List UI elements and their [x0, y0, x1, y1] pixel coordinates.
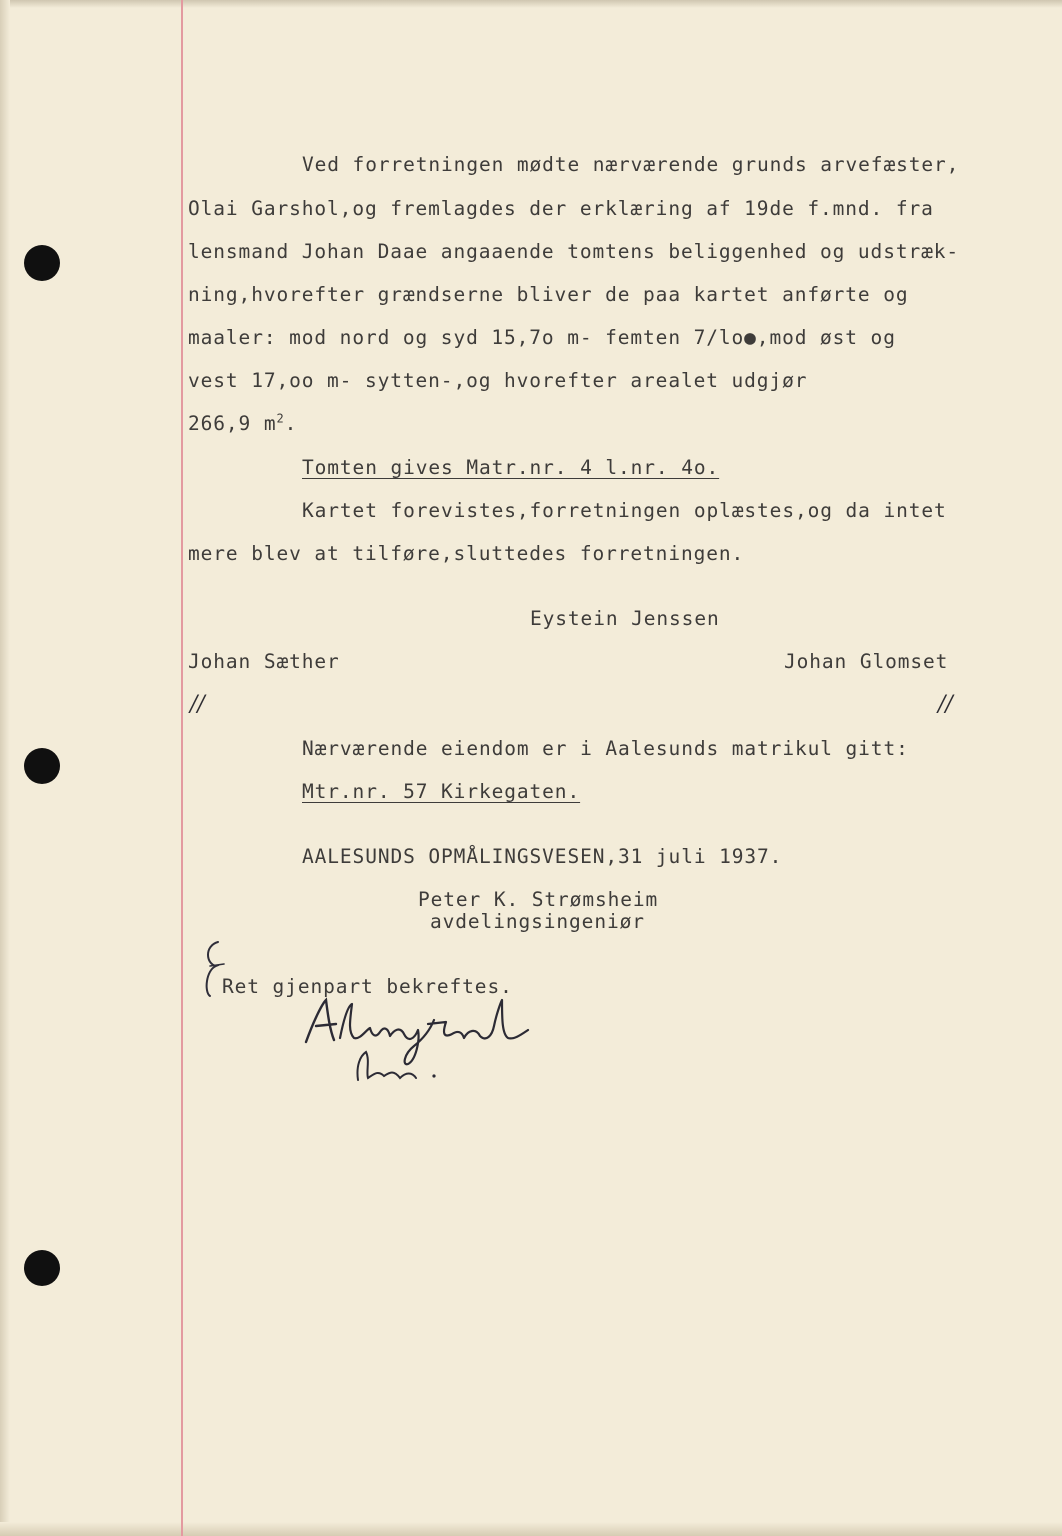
handwritten-signature: [296, 990, 546, 1090]
paragraph2-line2: mere blev at tilføre,sluttedes forretningen.: [188, 542, 745, 565]
paragraph1-line6: vest 17,oo m- sytten-,og hvorefter arealet udgjør: [188, 369, 808, 392]
paragraph1-line2: Olai Garshol,og fremlagdes der erklæring af 19de f.mnd. fra: [188, 197, 934, 220]
punch-hole-bottom: [24, 1250, 60, 1286]
tomten-line: Tomten gives Matr.nr. 4 l.nr. 4o.: [302, 456, 720, 479]
paragraph1-line1: Ved forretningen mødte nærværende grunds arvefæster,: [302, 153, 960, 176]
paragraph1-line7: [188, 412, 297, 436]
signer-right: Johan Glomset: [784, 650, 949, 673]
margin-rule: [181, 0, 183, 1536]
page-edge-top: [0, 0, 1062, 8]
mtr-line: Mtr.nr. 57 Kirkegaten.: [302, 780, 581, 803]
matrikul-line: Nærværende eiendom er i Aalesunds matrikul gitt:: [302, 737, 909, 760]
area-value: 266,9 m: [188, 412, 277, 435]
certify-line: Ret gjenpart bekreftes.: [222, 975, 513, 998]
engineer-name: Peter K. Strømsheim: [418, 888, 659, 911]
area-period: .: [284, 412, 298, 435]
engineer-title: avdelingsingeniør: [430, 910, 645, 933]
signer-left: Johan Sæther: [188, 650, 340, 673]
area-unit-superscript: 2: [276, 411, 285, 426]
paragraph1-line3: lensmand Johan Daae angaaende tomtens beliggenhed og udstræk-: [188, 240, 960, 263]
page-edge-bottom: [0, 1522, 1062, 1536]
page-edge-left: [0, 0, 10, 1536]
paragraph1-line4: ning,hvorefter grændserne bliver de paa kartet anførte og: [188, 283, 909, 306]
handwritten-initial-mark: [196, 936, 236, 1000]
paragraph1-line5: maaler: mod nord og syd 15,7o m- femten 7/lo●,mod øst og: [188, 326, 896, 349]
paragraph2-line1: Kartet forevistes,forretningen oplæstes,og da intet: [302, 499, 947, 522]
ditto-mark-right: //: [938, 692, 953, 717]
punch-hole-middle: [24, 748, 60, 784]
ditto-mark-left: //: [190, 692, 205, 717]
punch-hole-top: [24, 245, 60, 281]
office-date-line: AALESUNDS OPMÅLINGSVESEN,31 juli 1937.: [302, 845, 783, 868]
signer-center: Eystein Jenssen: [530, 607, 720, 630]
